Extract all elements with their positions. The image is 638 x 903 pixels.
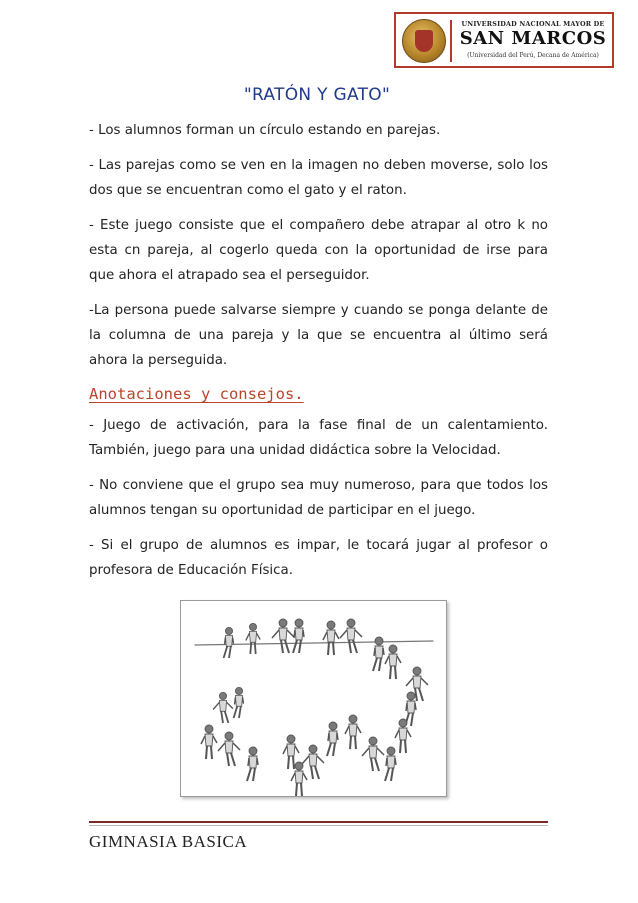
footer-text: GIMNASIA BASICA [89, 832, 248, 851]
child-figure [395, 719, 411, 753]
child-figure [340, 619, 362, 653]
child-figure [201, 725, 217, 759]
child-figure [345, 715, 361, 749]
child-figure [246, 623, 260, 654]
section-heading: Anotaciones y consejos. [89, 385, 304, 403]
child-figure [247, 747, 258, 781]
child-figure [293, 619, 304, 653]
child-figure [272, 619, 294, 653]
child-figure [385, 747, 396, 781]
university-seal-icon [402, 19, 446, 63]
children-playing-circle-illustration [181, 601, 446, 796]
footer-rule-thin [89, 825, 548, 826]
child-figure [224, 627, 234, 658]
child-figure [362, 737, 384, 771]
paragraph: - Este juego consiste que el compañero debe atrapar al otro k no esta cn pareja, al cogerlo queda con la oportunidad de irse para que ahora el atrapado sea el perseguidor. [89, 218, 548, 283]
child-figure [213, 692, 233, 723]
child-figure [234, 687, 244, 718]
paragraph: -La persona puede salvarse siempre y cuando se ponga delante de la columna de una pareja y la que se encuentra al último será ahora la perseguida. [89, 303, 548, 368]
footer-rule [89, 821, 548, 823]
note-paragraph: - No conviene que el grupo sea muy numeroso, para que todos los alumnos tengan su oportunidad de participar en el juego. [89, 478, 548, 518]
logo-line-1: UNIVERSIDAD NACIONAL MAYOR DE [461, 20, 605, 28]
logo-line-3: (Universidad del Perú, Decana de América) [467, 52, 599, 59]
paragraph: - Los alumnos forman un círculo estando en parejas. [89, 123, 441, 138]
game-illustration [180, 600, 447, 797]
note-paragraph: - Juego de activación, para la fase final de un calentamiento. También, juego para una unidad didáctica sobre la Velocidad. [89, 418, 548, 458]
child-figure [218, 732, 240, 766]
paragraph: - Las parejas como se ven en la imagen no deben moverse, solo los dos que se encuentran como el gato y el raton. [89, 158, 548, 198]
child-figure [327, 722, 338, 756]
page-title: "RATÓN Y GATO" [243, 85, 391, 105]
university-logo [394, 12, 614, 68]
note-paragraph: - Si el grupo de alumnos es impar, le tocará jugar al profesor o profesora de Educación Física. [89, 538, 548, 578]
logo-line-2: SAN MARCOS [459, 28, 607, 49]
document-body [89, 118, 548, 593]
child-figure [385, 645, 401, 679]
child-figure [302, 745, 324, 779]
child-figure [323, 621, 339, 655]
logo-divider [450, 20, 452, 62]
